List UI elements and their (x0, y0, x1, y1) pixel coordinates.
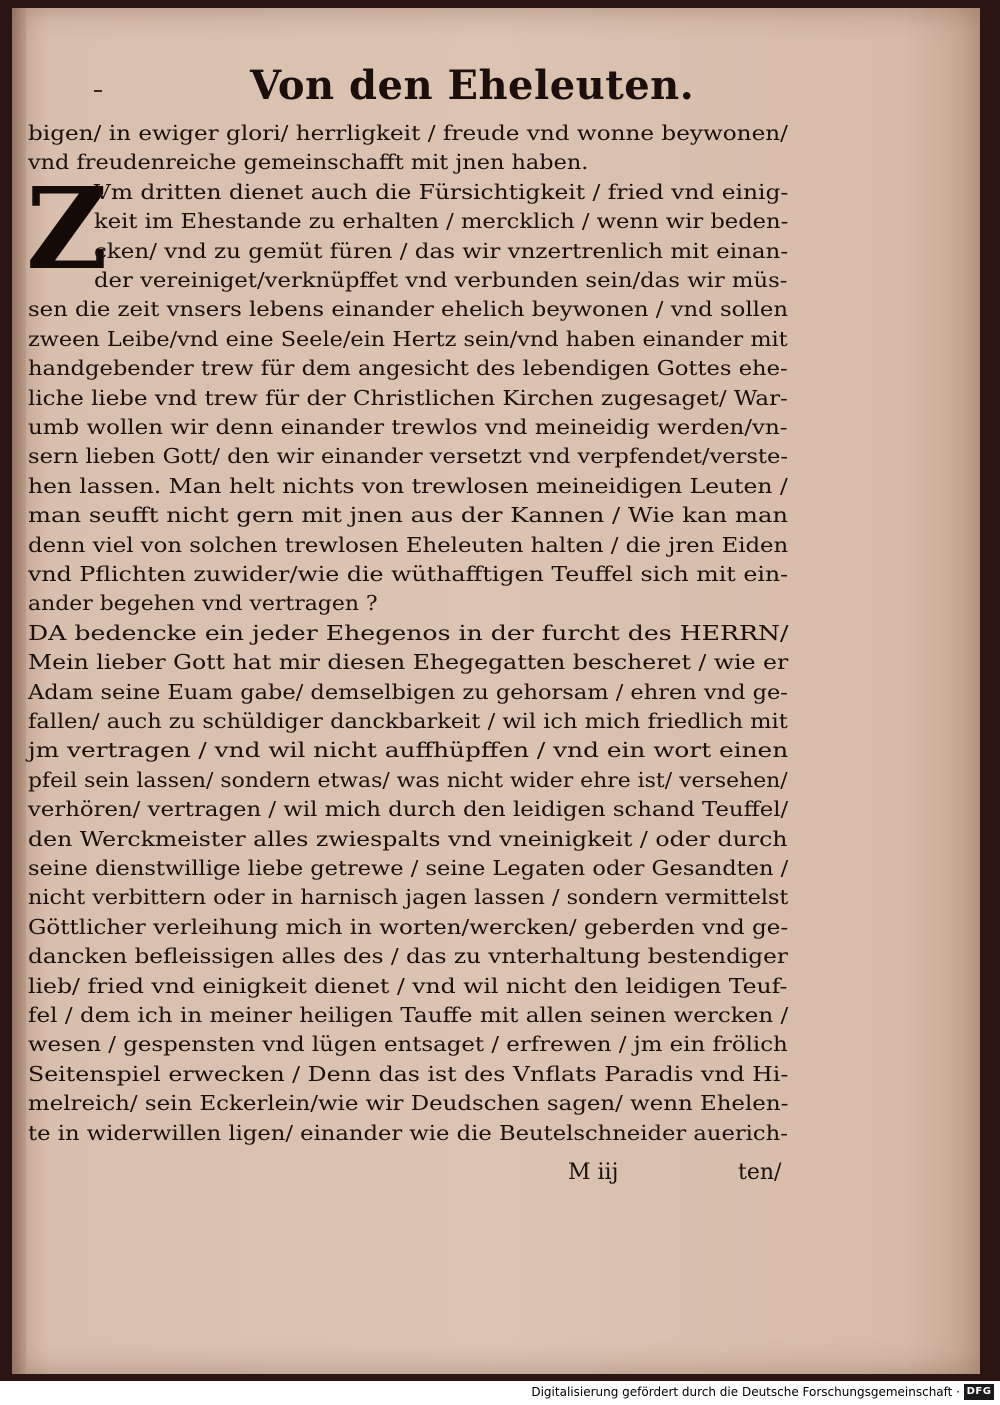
text-line: bigen/ in ewiger glori/ herrligkeit / freude vnd wonne beywonen/ (28, 121, 788, 145)
text-line: zween Leibe/vnd eine Seele/ein Hertz sein/vnd haben einander mit (28, 326, 788, 351)
text-line: umb wollen wir denn einander trewlos vnd meineidig werden/vn- (28, 415, 788, 439)
text-line: melreich/ sein Eckerlein/wie wir Deudschen sagen/ wenn Ehelen- (28, 1091, 789, 1116)
text-line: vnd freudenreiche gemeinschafft mit jnen haben. (28, 150, 589, 175)
text-line: cken/ vnd zu gemüt füren / das wir vnzertrenlich mit einan- (94, 238, 789, 263)
page-edge (12, 8, 26, 1374)
text-line: wesen / gespensten vnd lügen entsaget / erfrewen / jm ein frölich (28, 1032, 788, 1057)
text-line: seine dienstwillige liebe getrewe / seine Legaten oder Gesandten / (28, 856, 789, 880)
text-line: dancken befleissigen alles des / das zu vnterhaltung bestendiger (28, 944, 788, 969)
text-line: nicht verbittern oder in harnisch jagen lassen / sondern vermittelst (28, 885, 789, 910)
digitization-footer (0, 1381, 1000, 1405)
text-line: DA bedencke ein jeder Ehegenos in der furcht des HERRN/ (28, 620, 789, 645)
text-line: Göttlicher verleihung mich in worten/wercken/ geberden vnd ge- (28, 914, 789, 939)
funding-credit: Digitalisierung gefördert durch die Deutsche Forschungsgemeinschaft · (531, 1385, 960, 1399)
running-head: Von den Eheleuten. (250, 62, 695, 109)
drop-initial: Z (26, 164, 108, 295)
dfg-logo: DFG (964, 1384, 994, 1400)
text-line: te in widerwillen ligen/ einander wie die Beutelschneider auerich- (28, 1120, 788, 1145)
catchword: ten/ (738, 1160, 782, 1185)
text-line: hen lassen. Man helt nichts von trewlosen meineidigen Leuten / (28, 473, 788, 498)
text-line: der vereiniget/verknüpffet vnd verbunden sein/das wir müs- (94, 268, 788, 292)
text-line: lieb/ fried vnd einigkeit dienet / vnd wil nicht den leidigen Teuf- (28, 973, 788, 998)
text-line: fallen/ auch zu schüldiger danckbarkeit / wil ich mich friedlich mit (28, 709, 788, 733)
text-line: fel / dem ich in meiner heiligen Tauffe mit allen seinen wercken / (28, 1003, 789, 1027)
signature-mark: M iij (568, 1160, 619, 1185)
text-line: sern lieben Gott/ den wir einander versetzt vnd verpfendet/verste- (28, 444, 788, 469)
head-mark (94, 90, 102, 92)
text-line: den Werckmeister alles zwiespalts vnd vneinigkeit / oder durch (28, 826, 788, 851)
text-line: verhören/ vertragen / wil mich durch den leidigen schand Teuffel/ (28, 797, 789, 822)
text-line: handgebender trew für dem angesicht des lebendigen Gottes ehe- (28, 356, 788, 381)
text-line: Mein lieber Gott hat mir diesen Ehegegatten bescheret / wie er (28, 650, 789, 675)
text-line: jm vertragen / vnd wil nicht auffhüpffen / vnd ein wort einen (28, 738, 789, 763)
text-line: Adam seine Euam gabe/ demselbigen zu gehorsam / ehren vnd ge- (28, 679, 788, 704)
text-line: man seufft nicht gern mit jnen aus der Kannen / Wie kan man (28, 503, 789, 528)
text-line: keit im Ehestande zu erhalten / mercklich / wenn wir beden- (94, 209, 789, 234)
text-line: sen die zeit vnsers lebens einander ehelich beywonen / vnd sollen (28, 297, 788, 322)
text-line: Vm dritten dienet auch die Fürsichtigkeit / fried vnd einig- (94, 179, 789, 204)
text-line: denn viel von solchen trewlosen Eheleuten halten / die jren Eiden (28, 532, 789, 557)
text-line: Seitenspiel erwecken / Denn das ist des Vnflats Paradis vnd Hi- (28, 1061, 789, 1086)
text-line: pfeil sein lassen/ sondern etwas/ was nicht wider ehre ist/ versehen/ (28, 767, 788, 792)
text-line: ander begehen vnd vertragen ? (28, 591, 378, 616)
text-line: liche liebe vnd trew für der Christlichen Kirchen zugesaget/ War- (28, 385, 788, 410)
text-line: vnd Pflichten zuwider/wie die wüthafftigen Teuffel sich mit ein- (28, 562, 789, 586)
